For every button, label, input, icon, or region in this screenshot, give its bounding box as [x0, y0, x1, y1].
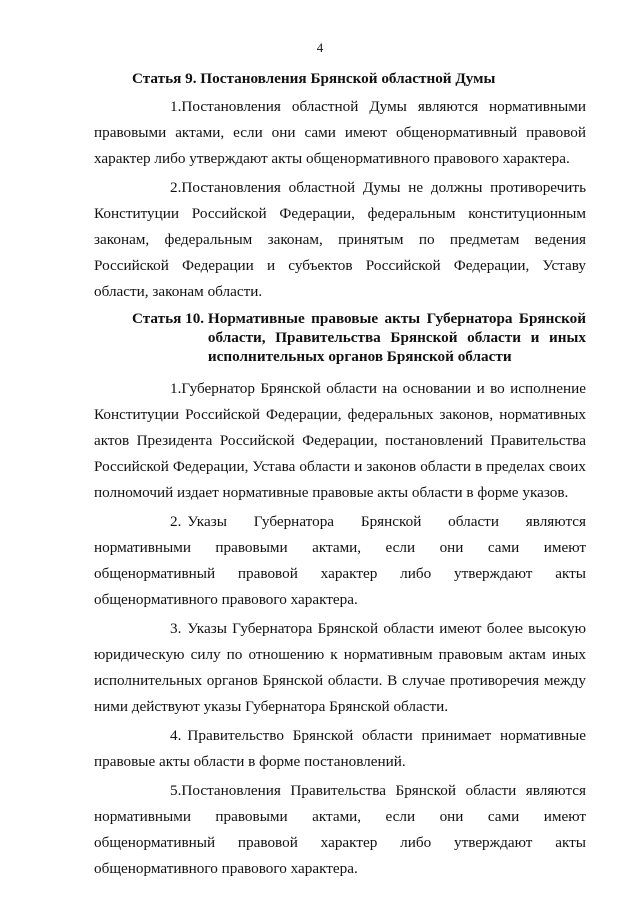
paragraph-number: 3. [170, 620, 182, 637]
paragraph-number: 2. [170, 179, 182, 196]
paragraph-number: 5. [170, 782, 182, 799]
paragraph-text: Правительство Брянской области принимает нормативные правовые акты области в форме постановлений. [94, 727, 586, 770]
article-10-paragraph-1 [94, 376, 586, 506]
article-10-paragraph-4 [94, 723, 586, 775]
article-9-paragraph-1 [94, 94, 586, 172]
article-10-paragraph-2 [94, 509, 586, 613]
article-10-paragraph-5 [94, 778, 586, 882]
paragraph-text: Губернатор Брянской области на основании и во исполнение Конституции Российской Федерации, федеральных законов, нормативных актов Президента Российской Федерации, постановлений Правительства Российской Федерации, Устава области и законов области в пределах своих полномочий издает нормативные правовые акты области в форме указов. [94, 380, 586, 501]
paragraph-number: 2. [170, 513, 182, 530]
article-10-paragraph-3 [94, 616, 586, 720]
paragraph-text: Указы Губернатора Брянской области являются нормативными правовыми актами, если они сами имеют общенормативный правовой характер либо утверждают акты общенормативного правового характера. [94, 513, 586, 608]
paragraph-text: Указы Губернатора Брянской области имеют более высокую юридическую силу по отношению к нормативным правовым актам иных исполнительных органов Брянской области. В случае противоречия между ними действуют указы Губернатора Брянской области. [94, 620, 586, 715]
paragraph-number: 1. [170, 98, 182, 115]
paragraph-number: 4. [170, 727, 182, 744]
article-10-title [94, 309, 586, 366]
page-number: 4 [316, 40, 324, 55]
article-9-title: Статья 9. Постановления Брянской областной Думы [132, 70, 496, 87]
paragraph-text: Постановления Правительства Брянской области являются нормативными правовыми актами, если они сами имеют общенормативный правовой характер либо утверждают акты общенормативного правового характера. [94, 782, 586, 877]
article-9-paragraph-2 [94, 175, 586, 305]
article-10-label: Статья 10. [132, 310, 208, 327]
paragraph-number: 1. [170, 380, 182, 397]
paragraph-text: Постановления областной Думы не должны противоречить Конституции Российской Федерации, федеральным конституционным законам, федеральным законам, принятым по предметам ведения Российской Федерации и субъектов Российской Федерации, Уставу области, законам области. [94, 179, 586, 300]
paragraph-text: Постановления областной Думы являются нормативными правовыми актами, если они сами имеют общенормативный правовой характер либо утверждают акты общенормативного правового характера. [94, 98, 586, 167]
document-body [94, 66, 586, 885]
article-10-heading-text: Нормативные правовые акты Губернатора Брянской области, Правительства Брянской области и иных исполнительных органов Брянской области [207, 310, 586, 365]
